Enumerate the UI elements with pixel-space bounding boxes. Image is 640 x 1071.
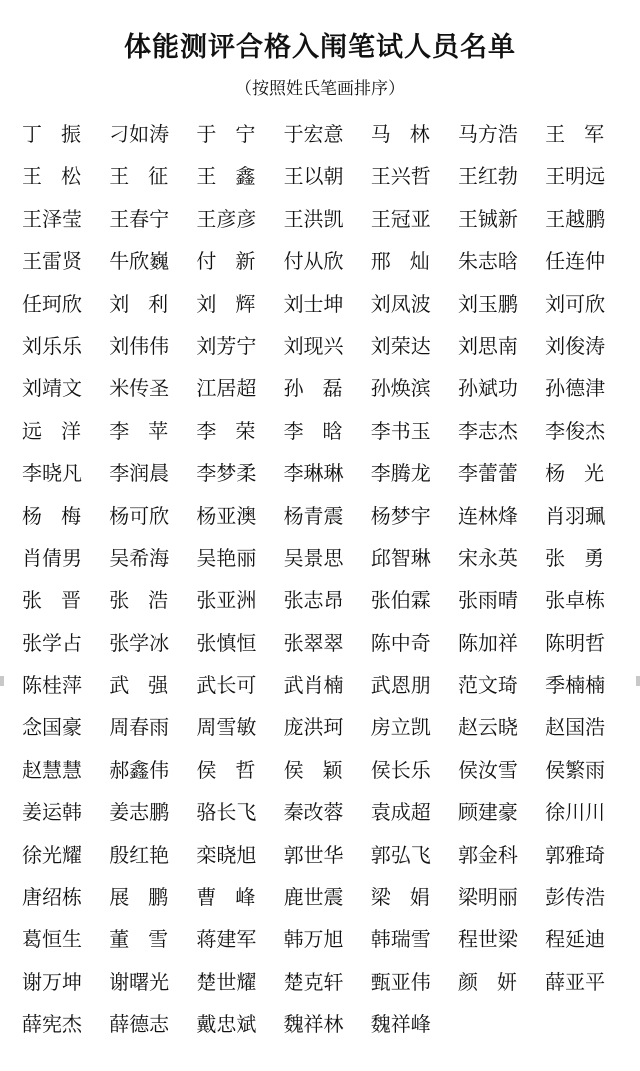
list-item: 李梦柔 [196, 461, 257, 486]
list-item: 刘可欣 [545, 291, 606, 316]
list-item: 谢曙光 [109, 969, 170, 994]
list-item: 付新 [196, 249, 275, 274]
list-item: 范文琦 [457, 673, 518, 698]
list-item: 骆长飞 [196, 800, 257, 825]
list-item: 吴景思 [283, 545, 344, 570]
list-item: 念国豪 [22, 715, 82, 740]
list-item: 甄亚伟 [370, 969, 431, 994]
right-edge-mark [636, 676, 640, 686]
list-item: 王明远 [545, 164, 606, 189]
list-item: 张浩 [109, 588, 188, 613]
list-item: 王春宁 [109, 206, 170, 231]
list-item: 赵慧慧 [22, 757, 82, 782]
list-item: 远洋 [22, 418, 100, 443]
list-item: 李苹 [109, 418, 188, 443]
list-item: 杨亚澳 [196, 503, 257, 528]
list-item: 季楠楠 [545, 673, 606, 698]
list-item: 王泽莹 [22, 206, 82, 231]
list-item: 魏祥峰 [370, 1012, 431, 1037]
list-item: 刘现兴 [283, 333, 344, 358]
list-item: 陈桂萍 [22, 673, 82, 698]
list-item: 刘利 [109, 291, 188, 316]
list-item: 王雷贤 [22, 249, 82, 274]
list-item: 梁明丽 [457, 885, 518, 910]
list-item: 王红勃 [457, 164, 518, 189]
list-item: 董雪 [109, 927, 188, 952]
list-item: 张志昂 [283, 588, 344, 613]
list-item: 李蕾蕾 [457, 461, 518, 486]
list-item: 张学冰 [109, 630, 170, 655]
list-item: 杨梅 [22, 503, 100, 528]
list-item: 王鑫 [196, 164, 275, 189]
list-item: 殷红艳 [109, 842, 170, 867]
list-item: 庞洪珂 [283, 715, 344, 740]
list-item: 王冠亚 [370, 206, 431, 231]
list-item: 于宁 [196, 122, 275, 146]
list-item: 李荣 [196, 418, 275, 443]
list-item: 蒋建军 [196, 927, 257, 952]
list-item: 刘辉 [196, 291, 275, 316]
list-item: 刘士坤 [283, 291, 344, 316]
list-item: 楚克轩 [283, 969, 344, 994]
list-item: 吴希海 [109, 545, 170, 570]
list-item: 赵国浩 [545, 715, 606, 740]
list-item: 郭金科 [457, 842, 518, 867]
list-item: 王铖新 [457, 206, 518, 231]
list-item: 楚世耀 [196, 969, 257, 994]
list-item: 王彦彦 [196, 206, 257, 231]
list-item: 秦改蓉 [283, 800, 344, 825]
list-item: 江居超 [196, 376, 257, 401]
list-item: 马林 [370, 122, 449, 146]
list-item: 程世梁 [457, 927, 518, 952]
list-item: 陈中奇 [370, 630, 431, 655]
list-item: 郭世华 [283, 842, 344, 867]
list-item: 曹峰 [196, 885, 275, 910]
list-item: 侯汝雪 [457, 757, 518, 782]
list-item: 侯哲 [196, 757, 275, 782]
list-item: 于宏意 [283, 122, 344, 146]
list-item: 徐川川 [545, 800, 606, 825]
document-subtitle: （按照姓氏笔画排序） [235, 79, 405, 99]
list-item: 薛宪杰 [22, 1012, 82, 1037]
list-item: 韩万旭 [283, 927, 344, 952]
list-item: 展鹏 [109, 885, 188, 910]
list-item: 顾建豪 [457, 800, 518, 825]
list-item: 邱智琳 [370, 545, 431, 570]
list-item: 周雪敏 [196, 715, 257, 740]
list-item: 张伯霖 [370, 588, 431, 613]
list-item: 李琳琳 [283, 461, 344, 486]
list-item: 颜妍 [457, 969, 536, 994]
list-item: 郝鑫伟 [109, 757, 170, 782]
list-item: 张雨晴 [457, 588, 518, 613]
list-item: 李俊杰 [545, 418, 606, 443]
list-item: 宋永英 [457, 545, 518, 570]
list-item: 刘凤波 [370, 291, 431, 316]
list-item: 葛恒生 [22, 927, 82, 952]
list-item: 刘俊涛 [545, 333, 606, 358]
list-item: 程延迪 [545, 927, 606, 952]
list-item: 肖倩男 [22, 545, 82, 570]
list-item: 刘荣达 [370, 333, 431, 358]
list-item: 鹿世震 [283, 885, 344, 910]
list-item: 李腾龙 [370, 461, 431, 486]
list-item: 邢灿 [370, 249, 449, 274]
list-item: 吴艳丽 [196, 545, 257, 570]
list-item: 薛亚平 [545, 969, 606, 994]
list-item: 米传圣 [109, 376, 170, 401]
list-item: 武长可 [196, 673, 257, 698]
list-item: 朱志晗 [457, 249, 518, 274]
list-item: 张学占 [22, 630, 82, 655]
list-item: 连林烽 [457, 503, 518, 528]
list-item: 武肖楠 [283, 673, 344, 698]
list-item: 杨青震 [283, 503, 344, 528]
name-list [22, 113, 630, 1046]
list-item: 张卓栋 [545, 588, 606, 613]
list-item: 杨梦宇 [370, 503, 431, 528]
list-item: 徐光耀 [22, 842, 82, 867]
list-item: 王松 [22, 164, 100, 189]
list-item: 刘靖文 [22, 376, 82, 401]
list-item: 王越鹏 [545, 206, 606, 231]
list-item: 张翠翠 [283, 630, 344, 655]
list-item: 孙斌功 [457, 376, 518, 401]
list-item: 薛德志 [109, 1012, 170, 1037]
list-item: 王征 [109, 164, 188, 189]
list-item: 马方浩 [457, 122, 518, 146]
list-item: 李润晨 [109, 461, 170, 486]
list-item: 郭弘飞 [370, 842, 431, 867]
list-item: 刘玉鹏 [457, 291, 518, 316]
list-item: 梁娟 [370, 885, 449, 910]
list-item: 肖羽珮 [545, 503, 606, 528]
list-item: 杨光 [545, 461, 624, 486]
list-item: 孙磊 [283, 376, 362, 401]
list-item: 姜运韩 [22, 800, 82, 825]
list-item: 刁如涛 [109, 122, 170, 146]
list-item: 侯颖 [283, 757, 362, 782]
list-item: 谢万坤 [22, 969, 82, 994]
list-item: 武恩朋 [370, 673, 431, 698]
document-title: 体能测评合格入闱笔试人员名单 [124, 32, 516, 63]
list-item: 栾晓旭 [196, 842, 257, 867]
list-item: 侯繁雨 [545, 757, 606, 782]
list-item: 王洪凯 [283, 206, 344, 231]
list-item: 武强 [109, 673, 188, 698]
list-item: 孙焕滨 [370, 376, 431, 401]
list-item: 周春雨 [109, 715, 170, 740]
list-item: 刘思南 [457, 333, 518, 358]
list-item: 刘伟伟 [109, 333, 170, 358]
list-item: 张晋 [22, 588, 100, 613]
list-item: 赵云晓 [457, 715, 518, 740]
list-item: 唐绍栋 [22, 885, 82, 910]
list-item: 陈明哲 [545, 630, 606, 655]
list-item: 刘芳宁 [196, 333, 257, 358]
list-item: 刘乐乐 [22, 333, 82, 358]
list-item: 张勇 [545, 545, 624, 570]
list-item: 王军 [545, 122, 624, 146]
list-item: 房立凯 [370, 715, 431, 740]
list-item: 李晓凡 [22, 461, 82, 486]
list-item: 丁振 [22, 122, 100, 146]
list-item: 侯长乐 [370, 757, 431, 782]
list-item: 王兴哲 [370, 164, 431, 189]
list-item: 韩瑞雪 [370, 927, 431, 952]
list-item: 杨可欣 [109, 503, 170, 528]
list-item: 付从欣 [283, 249, 344, 274]
list-item: 任连仲 [545, 249, 606, 274]
list-item: 魏祥林 [283, 1012, 344, 1037]
list-item: 张慎恒 [196, 630, 257, 655]
list-item: 孙德津 [545, 376, 606, 401]
list-item: 张亚洲 [196, 588, 257, 613]
list-item: 李书玉 [370, 418, 431, 443]
list-item: 戴忠斌 [196, 1012, 257, 1037]
list-item: 彭传浩 [545, 885, 606, 910]
list-item: 李晗 [283, 418, 362, 443]
list-item: 王以朝 [283, 164, 344, 189]
list-item: 袁成超 [370, 800, 431, 825]
list-item: 李志杰 [457, 418, 518, 443]
list-item: 任珂欣 [22, 291, 82, 316]
list-item: 陈加祥 [457, 630, 518, 655]
left-edge-mark [0, 676, 4, 686]
list-item: 郭雅琦 [545, 842, 606, 867]
list-item: 牛欣巍 [109, 249, 170, 274]
list-item: 姜志鹏 [109, 800, 170, 825]
